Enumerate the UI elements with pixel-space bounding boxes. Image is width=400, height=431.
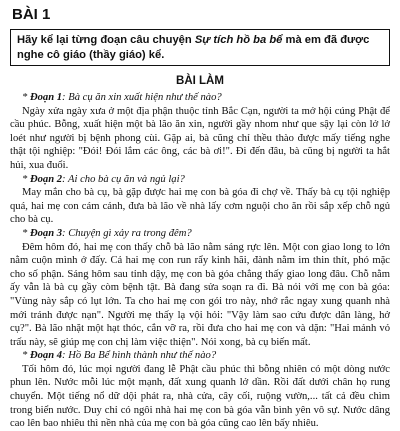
task-suffix: mà em đã được nghe cô giáo (thầy giáo) kể. (17, 34, 370, 61)
section-4-title: * Đoạn 4: Hồ Ba Bể hình thành như thế nào? (22, 350, 217, 362)
section-4-question: : Hồ Ba Bể hình thành như thế nào? (62, 350, 217, 362)
task-prefix: Hãy kể lại từng đoạn câu chuyện (17, 34, 195, 46)
section-1-title: * Đoạn 1: Bà cụ ăn xin xuất hiện như thế nào? (22, 92, 222, 103)
section-3-title: * Đoạn 3: Chuyện gì xảy ra trong đêm? (22, 227, 192, 239)
section-1-text: Ngày xửa ngày xưa ở một địa phận thuộc tỉnh Bắc Cạn, người ta mở hội cúng Phật để cầu phúc. Bỗng, xuất hiện một bà lão ăn xin, người gầy nhom như que sậy lại còn lở lở loét như người bị bệnh phong cùi. Gặp ai, bà cũng chỉ thều thào được mấy tiếng nghe thật tội nghiệp: "Đói! Đói lắm các ông, các bà ơi!". Đi đến đâu, bà cũng bị người ta hắt hủi, xua đuổi. (10, 105, 390, 171)
section-2-label: Đoạn 2 (29, 173, 63, 185)
section-2-text: May mắn cho bà cụ, bà gặp được hai mẹ con bà góa đi chợ về. Thấy bà cụ tội nghiệp quá, hai mẹ con cám cảnh, đưa bà lão về nhà lấy cơm nguội cho ăn rồi sắp xếp chỗ ngủ cho bà cụ. (10, 187, 390, 226)
task-box (10, 29, 390, 66)
section-2-title: * Đoạn 2: Ai cho bà cụ ăn và ngủ lại? (22, 173, 185, 185)
section-3-label: Đoạn 3 (29, 227, 63, 239)
section-1-label: Đoạn 1 (29, 92, 63, 103)
section-1-question: : Bà cụ ăn xin xuất hiện như thế nào? (62, 92, 222, 103)
section-3-question: : Chuyện gì xảy ra trong đêm? (62, 227, 192, 239)
section-4-text: Tối hôm đó, lúc mọi người đang lễ Phật cầu phúc thì bỗng nhiên có một dòng nước phun lên. Nước mỗi lúc một mạnh, đất xung quanh lở dần. Rồi đất dưới chân họ rung chuyển. Một tiếng nổ dữ dội phát ra, nhà cửa, cây cối, ruộng vườn,... tất cả đều chìm trong biển nước. Duy chỉ có ngôi nhà hai mẹ con bà góa vẫn bình yên vô sự. Nước dâng cao lên bao nhiêu thì nền nhà của mẹ con bà góa cũng cao lên bấy nhiêu. (10, 363, 390, 430)
section-2-question: : Ai cho bà cụ ăn và ngủ lại? (62, 173, 185, 185)
section-4-label: Đoạn 4 (29, 350, 63, 362)
answer-heading: BÀI LÀM (176, 75, 224, 87)
lesson-title: BÀI 1 (12, 6, 51, 23)
document-page (0, 6, 400, 430)
task-story-name: Sự tích hồ ba bể (194, 34, 283, 46)
section-3-text: Đêm hôm đó, hai mẹ con thấy chỗ bà lão nằm sáng rực lên. Một con giao long to lớn nằm cuộn mình ở đấy. Cả hai mẹ con run rẩy kinh hãi, đành nằm im thin thít, phó mặc cho số phận. Sáng hôm sau tỉnh dậy, mẹ con bà góa chẳng thấy giao long đâu. Chỗ nằm ấy vẫn là bà cụ gầy còm bệnh tật. Bà đang sửa soạn ra đi. Bà nói với mẹ con bà góa: "Vùng này sắp có lụt lớn. Ta cho hai mẹ con gói tro này, nhớ rắc ngay xung quanh nhà mới tránh được nạn". Người mẹ thấy lạ vội hỏi: "Vậy làm sao cứu được dân làng, hở cụ?". Bà lão nhặt một hạt thóc, cắn vỡ ra, rồi đưa cho hai mẹ con và dặn: "Hai mảnh vỏ trấu này, sẽ giúp mẹ con chị làm việc thiện". Nói xong, bà cụ biến mất. (10, 241, 390, 348)
